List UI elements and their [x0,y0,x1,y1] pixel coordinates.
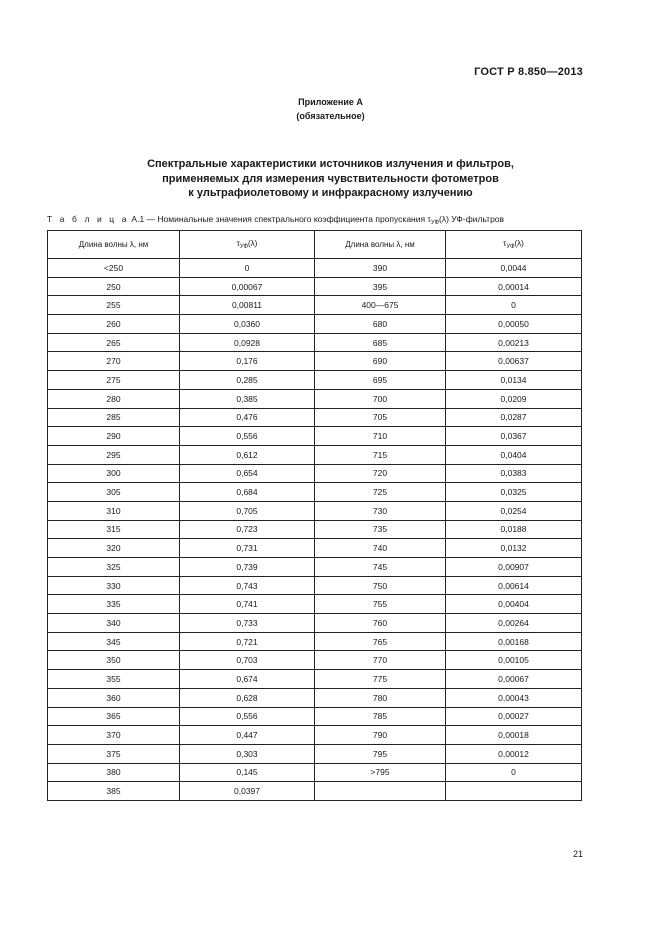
wavelength-cell: 385 [48,782,180,801]
transmittance-cell: 0 [180,259,315,278]
wavelength-cell: 715 [315,445,446,464]
table-row [48,614,582,633]
transmittance-cell: 0,721 [180,632,315,651]
wavelength-cell: 355 [48,670,180,689]
transmittance-cell: 0,654 [180,464,315,483]
transmittance-cell: 0,00018 [446,726,582,745]
title-line-2: применяемых для измерения чувствительности фотометров [162,172,499,185]
table-row [48,782,582,801]
transmittance-cell: 0,0132 [446,539,582,558]
header-wavelength-2: Длина волны λ, нм [315,231,446,259]
standard-id: ГОСТ Р 8.850—2013 [474,66,583,78]
wavelength-cell: 270 [48,352,180,371]
transmittance-cell: 0,385 [180,389,315,408]
page-number: 21 [572,849,583,859]
transmittance-cell [446,782,582,801]
wavelength-cell: 375 [48,744,180,763]
transmittance-cell: 0,556 [180,707,315,726]
caption-suffix: УФ-фильтров [448,214,505,224]
tau-sub: УФ [506,244,515,250]
caption-prefix: Т а б л и ц а [47,214,130,224]
wavelength-cell: 795 [315,744,446,763]
table-row [48,632,582,651]
transmittance-cell: 0,00811 [180,296,315,315]
header-wavelength-1: Длина волны λ, нм [48,231,180,259]
transmittance-cell: 0,00264 [446,614,582,633]
transmittance-cell: 0,0383 [446,464,582,483]
wavelength-cell: 305 [48,483,180,502]
wavelength-cell: 730 [315,501,446,520]
title-line-1: Спектральные характеристики источников излучения и фильтров, [147,158,514,170]
table-row [48,371,582,390]
wavelength-cell: 685 [315,333,446,352]
transmittance-cell: 0,705 [180,501,315,520]
wavelength-cell: 335 [48,595,180,614]
annex-label: Приложение А [298,97,363,107]
transmittance-cell: 0,703 [180,651,315,670]
table-row [48,726,582,745]
wavelength-cell: <250 [48,259,180,278]
wavelength-cell: 325 [48,558,180,577]
transmittance-cell: 0,00168 [446,632,582,651]
wavelength-cell: 735 [315,520,446,539]
transmittance-cell: 0,0044 [446,259,582,278]
table-row [48,595,582,614]
transmittance-cell: 0,628 [180,688,315,707]
wavelength-cell: 320 [48,539,180,558]
transmittance-cell: 0,733 [180,614,315,633]
wavelength-cell: 690 [315,352,446,371]
wavelength-cell: 275 [48,371,180,390]
table-row [48,483,582,502]
table-row [48,352,582,371]
wavelength-cell: 700 [315,389,446,408]
transmittance-table [47,230,582,801]
transmittance-cell: 0,00213 [446,333,582,352]
wavelength-cell: 705 [315,408,446,427]
table-row [48,744,582,763]
transmittance-cell: 0,176 [180,352,315,371]
wavelength-cell: 295 [48,445,180,464]
wavelength-cell: 265 [48,333,180,352]
wavelength-cell: 290 [48,427,180,446]
wavelength-cell: 390 [315,259,446,278]
table-header-row [48,231,582,259]
table-row [48,408,582,427]
wavelength-cell: 350 [48,651,180,670]
table-row [48,576,582,595]
transmittance-cell: 0 [446,296,582,315]
transmittance-cell: 0,0188 [446,520,582,539]
tau-symbol: τ [503,239,507,248]
tau-arg: (λ) [514,239,524,248]
transmittance-cell: 0,0360 [180,315,315,334]
table-row [48,315,582,334]
transmittance-cell: 0,0404 [446,445,582,464]
table-row [48,670,582,689]
transmittance-cell: 0,0397 [180,782,315,801]
transmittance-cell: 0,00067 [180,277,315,296]
transmittance-cell: 0,731 [180,539,315,558]
transmittance-cell: 0,476 [180,408,315,427]
wavelength-cell: 280 [48,389,180,408]
wavelength-cell: 330 [48,576,180,595]
table-row [48,501,582,520]
header-tau-1 [180,231,315,259]
wavelength-cell: 725 [315,483,446,502]
transmittance-cell: 0,00067 [446,670,582,689]
table-row [48,707,582,726]
transmittance-cell: 0,145 [180,763,315,782]
transmittance-cell: 0,00637 [446,352,582,371]
transmittance-cell: 0,0928 [180,333,315,352]
wavelength-cell: 370 [48,726,180,745]
tau-sub: УФ [239,244,249,250]
transmittance-cell: 0,674 [180,670,315,689]
transmittance-cell: 0 [446,763,582,782]
wavelength-cell: 250 [48,277,180,296]
transmittance-cell: 0,00043 [446,688,582,707]
transmittance-cell: 0,743 [180,576,315,595]
table-row [48,296,582,315]
wavelength-cell: 255 [48,296,180,315]
transmittance-cell: 0,741 [180,595,315,614]
wavelength-cell: 750 [315,576,446,595]
wavelength-cell: 695 [315,371,446,390]
transmittance-cell: 0,00014 [446,277,582,296]
wavelength-cell: 755 [315,595,446,614]
transmittance-cell: 0,00404 [446,595,582,614]
wavelength-cell: 300 [48,464,180,483]
annex-title [0,157,661,201]
tau-symbol: τ [236,239,240,248]
wavelength-cell: 740 [315,539,446,558]
transmittance-cell: 0,303 [180,744,315,763]
transmittance-cell: 0,739 [180,558,315,577]
annex-status: (обязательное) [296,111,365,121]
table-row [48,464,582,483]
table-row [48,333,582,352]
wavelength-cell: 720 [315,464,446,483]
table-row [48,427,582,446]
wavelength-cell: 785 [315,707,446,726]
transmittance-cell: 0,0209 [446,389,582,408]
table-row [48,558,582,577]
transmittance-cell: 0,447 [180,726,315,745]
table-row [48,688,582,707]
wavelength-cell: 400—675 [315,296,446,315]
transmittance-cell: 0,0254 [446,501,582,520]
caption-arg: (λ) [439,214,449,224]
annex-heading [0,95,661,123]
wavelength-cell: 745 [315,558,446,577]
wavelength-cell: 775 [315,670,446,689]
wavelength-cell: >795 [315,763,446,782]
wavelength-cell: 765 [315,632,446,651]
transmittance-cell: 0,0134 [446,371,582,390]
table-row [48,520,582,539]
transmittance-cell: 0,00614 [446,576,582,595]
table-caption [47,214,504,226]
transmittance-cell: 0,556 [180,427,315,446]
table-row [48,763,582,782]
wavelength-cell: 380 [48,763,180,782]
caption-symbol: τ [427,214,431,224]
table-body [48,259,582,801]
wavelength-cell: 395 [315,277,446,296]
transmittance-cell: 0,00105 [446,651,582,670]
header-tau-2 [446,231,582,259]
transmittance-cell: 0,00907 [446,558,582,577]
transmittance-cell: 0,0367 [446,427,582,446]
wavelength-cell: 360 [48,688,180,707]
transmittance-cell: 0,00012 [446,744,582,763]
transmittance-cell: 0,612 [180,445,315,464]
wavelength-cell: 345 [48,632,180,651]
table-row [48,389,582,408]
table-row [48,259,582,278]
wavelength-cell: 365 [48,707,180,726]
transmittance-cell: 0,0287 [446,408,582,427]
caption-text: А.1 — Номинальные значения спектрального коэффициента пропускания [129,214,428,224]
wavelength-cell: 315 [48,520,180,539]
table-row [48,539,582,558]
transmittance-cell: 0,684 [180,483,315,502]
caption-sub: УФ [430,220,440,226]
transmittance-cell: 0,00050 [446,315,582,334]
title-line-3: к ультрафиолетовому и инфракрасному излучению [188,187,473,199]
transmittance-cell: 0,285 [180,371,315,390]
table-row [48,445,582,464]
wavelength-cell: 680 [315,315,446,334]
wavelength-cell: 340 [48,614,180,633]
transmittance-cell: 0,0325 [446,483,582,502]
wavelength-cell: 770 [315,651,446,670]
transmittance-cell: 0,723 [180,520,315,539]
wavelength-cell: 760 [315,614,446,633]
wavelength-cell: 790 [315,726,446,745]
wavelength-cell [315,782,446,801]
transmittance-cell: 0,00027 [446,707,582,726]
wavelength-cell: 780 [315,688,446,707]
table-row [48,651,582,670]
wavelength-cell: 260 [48,315,180,334]
table-row [48,277,582,296]
tau-arg: (λ) [248,239,258,248]
wavelength-cell: 310 [48,501,180,520]
wavelength-cell: 710 [315,427,446,446]
wavelength-cell: 285 [48,408,180,427]
